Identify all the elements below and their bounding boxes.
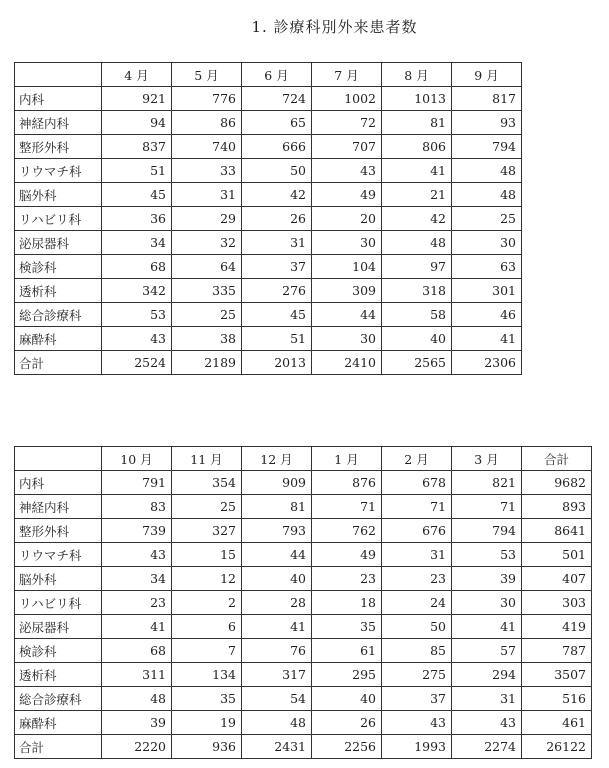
count-cell: 71 [312, 495, 382, 519]
count-cell: 41 [452, 327, 522, 351]
table-row [15, 471, 592, 495]
count-cell: 15 [172, 543, 242, 567]
count-cell: 42 [242, 183, 312, 207]
count-cell: 793 [242, 519, 312, 543]
count-cell: 25 [172, 495, 242, 519]
count-cell: 26 [242, 207, 312, 231]
count-cell: 295 [312, 663, 382, 687]
count-cell: 43 [102, 543, 172, 567]
department-label: リハビリ科 [15, 591, 102, 615]
count-cell: 3507 [522, 663, 592, 687]
count-cell: 36 [102, 207, 172, 231]
count-cell: 97 [382, 255, 452, 279]
count-cell: 419 [522, 615, 592, 639]
count-cell: 25 [452, 207, 522, 231]
count-cell: 1002 [312, 87, 382, 111]
count-cell: 134 [172, 663, 242, 687]
count-cell: 40 [242, 567, 312, 591]
month-header: 5 月 [172, 63, 242, 87]
table-row [15, 519, 592, 543]
count-cell: 44 [312, 303, 382, 327]
count-cell: 2524 [102, 351, 172, 375]
department-label: 泌尿器科 [15, 615, 102, 639]
count-cell: 407 [522, 567, 592, 591]
department-label: 総合診療科 [15, 687, 102, 711]
count-cell: 724 [242, 87, 312, 111]
count-cell: 2256 [312, 735, 382, 759]
count-cell: 1993 [382, 735, 452, 759]
month-header: 11 月 [172, 447, 242, 471]
count-cell: 37 [382, 687, 452, 711]
count-cell: 83 [102, 495, 172, 519]
count-cell: 45 [242, 303, 312, 327]
count-cell: 33 [172, 159, 242, 183]
table-row [15, 255, 522, 279]
count-cell: 51 [102, 159, 172, 183]
count-cell: 29 [172, 207, 242, 231]
count-cell: 38 [172, 327, 242, 351]
count-cell: 876 [312, 471, 382, 495]
count-cell: 893 [522, 495, 592, 519]
count-cell: 461 [522, 711, 592, 735]
count-cell: 20 [312, 207, 382, 231]
count-cell: 317 [242, 663, 312, 687]
month-header: 10 月 [102, 447, 172, 471]
table-row [15, 639, 592, 663]
table-row [15, 111, 522, 135]
count-cell: 50 [242, 159, 312, 183]
count-cell: 41 [452, 615, 522, 639]
count-cell: 311 [102, 663, 172, 687]
count-cell: 65 [242, 111, 312, 135]
count-cell: 44 [242, 543, 312, 567]
month-header: 6 月 [242, 63, 312, 87]
count-cell: 34 [102, 567, 172, 591]
count-cell: 1013 [382, 87, 452, 111]
count-cell: 35 [172, 687, 242, 711]
count-cell: 26 [312, 711, 382, 735]
department-label: リウマチ科 [15, 543, 102, 567]
department-label: 合計 [15, 735, 102, 759]
count-cell: 93 [452, 111, 522, 135]
table-row [15, 711, 592, 735]
count-cell: 61 [312, 639, 382, 663]
table-header-row [15, 447, 592, 471]
department-label: 整形外科 [15, 519, 102, 543]
count-cell: 68 [102, 639, 172, 663]
count-cell: 327 [172, 519, 242, 543]
count-cell: 294 [452, 663, 522, 687]
count-cell: 25 [172, 303, 242, 327]
count-cell: 43 [312, 159, 382, 183]
count-cell: 30 [452, 591, 522, 615]
count-cell: 71 [382, 495, 452, 519]
count-cell: 51 [242, 327, 312, 351]
department-label: 総合診療科 [15, 303, 102, 327]
count-cell: 104 [312, 255, 382, 279]
table-row [15, 207, 522, 231]
count-cell: 678 [382, 471, 452, 495]
table-row [15, 687, 592, 711]
header-corner-cell [15, 447, 102, 471]
department-label: 整形外科 [15, 135, 102, 159]
department-label: 透析科 [15, 279, 102, 303]
count-cell: 7 [172, 639, 242, 663]
department-label: リハビリ科 [15, 207, 102, 231]
count-cell: 921 [102, 87, 172, 111]
table-row [15, 567, 592, 591]
table-row [15, 183, 522, 207]
month-header: 4 月 [102, 63, 172, 87]
month-header: 8 月 [382, 63, 452, 87]
table-row [15, 303, 522, 327]
month-header: 9 月 [452, 63, 522, 87]
count-cell: 43 [382, 711, 452, 735]
count-cell: 28 [242, 591, 312, 615]
department-label: 泌尿器科 [15, 231, 102, 255]
count-cell: 516 [522, 687, 592, 711]
month-header: 7 月 [312, 63, 382, 87]
count-cell: 32 [172, 231, 242, 255]
count-cell: 936 [172, 735, 242, 759]
department-label: 合計 [15, 351, 102, 375]
count-cell: 45 [102, 183, 172, 207]
count-cell: 76 [242, 639, 312, 663]
count-cell: 2220 [102, 735, 172, 759]
count-cell: 85 [382, 639, 452, 663]
count-cell: 9682 [522, 471, 592, 495]
table-row [15, 231, 522, 255]
count-cell: 23 [382, 567, 452, 591]
count-cell: 806 [382, 135, 452, 159]
count-cell: 837 [102, 135, 172, 159]
count-cell: 21 [382, 183, 452, 207]
count-cell: 35 [312, 615, 382, 639]
count-cell: 30 [312, 231, 382, 255]
count-cell: 707 [312, 135, 382, 159]
count-cell: 31 [172, 183, 242, 207]
count-cell: 2274 [452, 735, 522, 759]
month-header: 12 月 [242, 447, 312, 471]
count-cell: 48 [382, 231, 452, 255]
count-cell: 739 [102, 519, 172, 543]
count-cell: 41 [242, 615, 312, 639]
count-cell: 48 [242, 711, 312, 735]
count-cell: 63 [452, 255, 522, 279]
count-cell: 2013 [242, 351, 312, 375]
count-cell: 24 [382, 591, 452, 615]
count-cell: 335 [172, 279, 242, 303]
table-row [15, 591, 592, 615]
count-cell: 2431 [242, 735, 312, 759]
month-header: 2 月 [382, 447, 452, 471]
count-cell: 276 [242, 279, 312, 303]
count-cell: 8641 [522, 519, 592, 543]
month-header: 1 月 [312, 447, 382, 471]
count-cell: 31 [382, 543, 452, 567]
department-label: リウマチ科 [15, 159, 102, 183]
count-cell: 57 [452, 639, 522, 663]
count-cell: 318 [382, 279, 452, 303]
count-cell: 49 [312, 183, 382, 207]
count-cell: 303 [522, 591, 592, 615]
count-cell: 81 [382, 111, 452, 135]
count-cell: 41 [382, 159, 452, 183]
outpatient-table-apr-sep [14, 62, 522, 375]
count-cell: 50 [382, 615, 452, 639]
count-cell: 49 [312, 543, 382, 567]
table-row [15, 135, 522, 159]
count-cell: 31 [242, 231, 312, 255]
count-cell: 676 [382, 519, 452, 543]
count-cell: 794 [452, 519, 522, 543]
count-cell: 26122 [522, 735, 592, 759]
count-cell: 43 [452, 711, 522, 735]
department-label: 神経内科 [15, 111, 102, 135]
department-label: 脳外科 [15, 183, 102, 207]
table-row [15, 279, 522, 303]
table-row [15, 87, 522, 111]
count-cell: 12 [172, 567, 242, 591]
count-cell: 72 [312, 111, 382, 135]
count-cell: 42 [382, 207, 452, 231]
table-row [15, 327, 522, 351]
count-cell: 666 [242, 135, 312, 159]
count-cell: 354 [172, 471, 242, 495]
count-cell: 40 [312, 687, 382, 711]
count-cell: 86 [172, 111, 242, 135]
count-cell: 31 [452, 687, 522, 711]
count-cell: 39 [452, 567, 522, 591]
count-cell: 41 [102, 615, 172, 639]
page-title: 1. 診療科別外来患者数 [251, 18, 418, 36]
count-cell: 791 [102, 471, 172, 495]
department-label: 検診科 [15, 639, 102, 663]
count-cell: 23 [102, 591, 172, 615]
month-header: 3 月 [452, 447, 522, 471]
department-label: 内科 [15, 87, 102, 111]
department-label: 神経内科 [15, 495, 102, 519]
count-cell: 48 [102, 687, 172, 711]
count-cell: 762 [312, 519, 382, 543]
count-cell: 309 [312, 279, 382, 303]
table-header-row [15, 63, 522, 87]
count-cell: 34 [102, 231, 172, 255]
count-cell: 39 [102, 711, 172, 735]
count-cell: 2565 [382, 351, 452, 375]
count-cell: 81 [242, 495, 312, 519]
count-cell: 48 [452, 183, 522, 207]
count-cell: 821 [452, 471, 522, 495]
count-cell: 37 [242, 255, 312, 279]
count-cell: 40 [382, 327, 452, 351]
count-cell: 30 [452, 231, 522, 255]
count-cell: 94 [102, 111, 172, 135]
count-cell: 776 [172, 87, 242, 111]
department-label: 検診科 [15, 255, 102, 279]
total-header: 合計 [522, 447, 592, 471]
count-cell: 43 [102, 327, 172, 351]
count-cell: 54 [242, 687, 312, 711]
count-cell: 2189 [172, 351, 242, 375]
count-cell: 68 [102, 255, 172, 279]
count-cell: 740 [172, 135, 242, 159]
table-row [15, 735, 592, 759]
count-cell: 2410 [312, 351, 382, 375]
count-cell: 342 [102, 279, 172, 303]
table-row [15, 351, 522, 375]
table-row [15, 495, 592, 519]
department-label: 内科 [15, 471, 102, 495]
count-cell: 23 [312, 567, 382, 591]
count-cell: 301 [452, 279, 522, 303]
count-cell: 46 [452, 303, 522, 327]
department-label: 麻酔科 [15, 711, 102, 735]
count-cell: 18 [312, 591, 382, 615]
count-cell: 6 [172, 615, 242, 639]
count-cell: 787 [522, 639, 592, 663]
count-cell: 48 [452, 159, 522, 183]
department-label: 透析科 [15, 663, 102, 687]
count-cell: 19 [172, 711, 242, 735]
count-cell: 817 [452, 87, 522, 111]
table-row [15, 159, 522, 183]
count-cell: 53 [102, 303, 172, 327]
table-row [15, 615, 592, 639]
count-cell: 275 [382, 663, 452, 687]
table-row [15, 663, 592, 687]
count-cell: 30 [312, 327, 382, 351]
count-cell: 501 [522, 543, 592, 567]
count-cell: 909 [242, 471, 312, 495]
outpatient-table-oct-mar [14, 446, 592, 759]
count-cell: 64 [172, 255, 242, 279]
count-cell: 794 [452, 135, 522, 159]
table-row [15, 543, 592, 567]
count-cell: 2 [172, 591, 242, 615]
department-label: 脳外科 [15, 567, 102, 591]
count-cell: 53 [452, 543, 522, 567]
count-cell: 2306 [452, 351, 522, 375]
count-cell: 58 [382, 303, 452, 327]
header-corner-cell [15, 63, 102, 87]
count-cell: 71 [452, 495, 522, 519]
department-label: 麻酔科 [15, 327, 102, 351]
